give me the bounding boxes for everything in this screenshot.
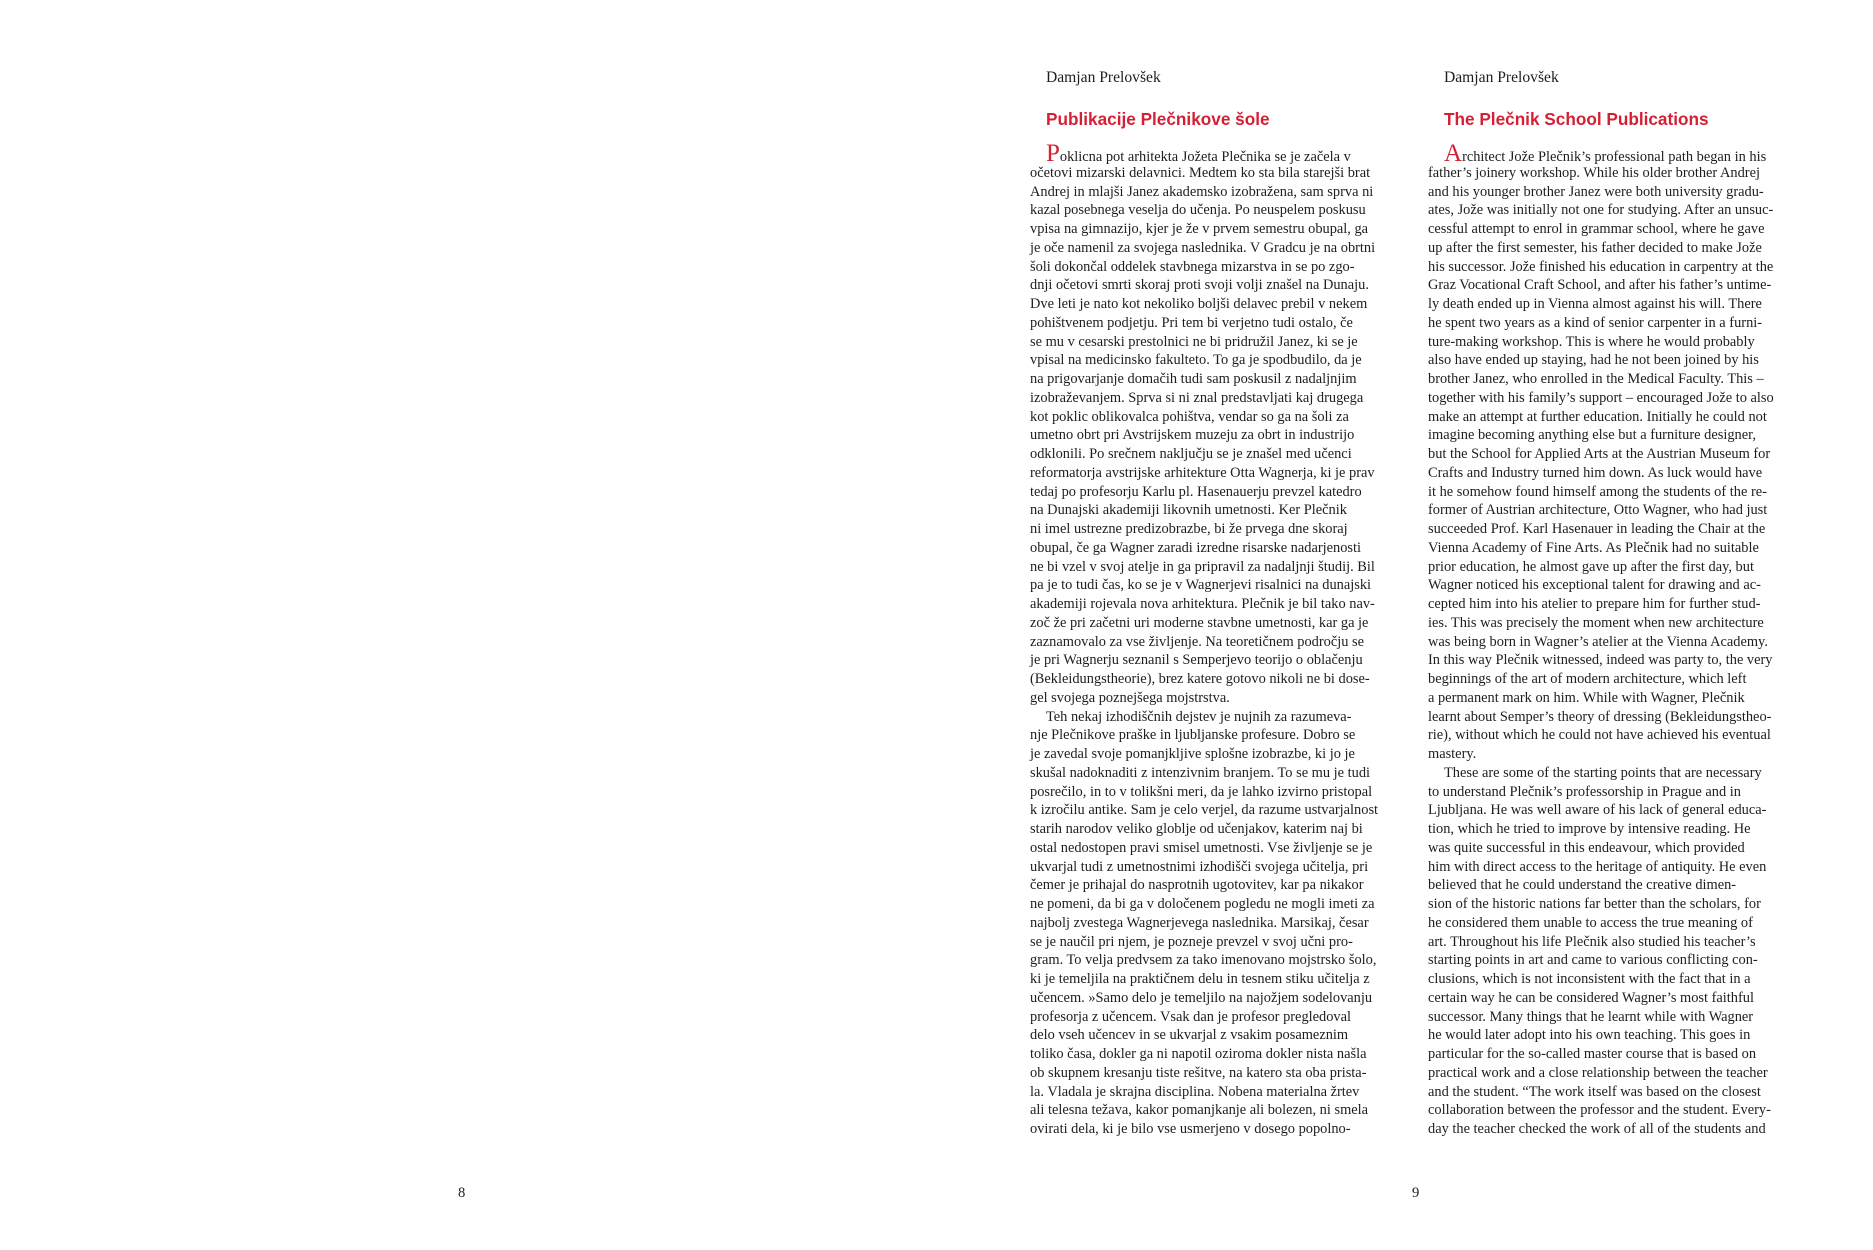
text-line: se mu v cesarski prestolnici ne bi pridružil Janez, ki se je [1030,333,1358,350]
text-line: rie), without which he could not have achieved his eventual [1428,727,1771,744]
text-line: Graz Vocational Craft School, and after his father’s untime- [1428,277,1772,294]
text-line: mastery. [1428,746,1477,762]
text-line: posrečilo, in to v tolikšni meri, da je lahko izvirno pristopal [1030,783,1373,800]
text-line: but the School for Applied Arts at the Austrian Museum for [1428,446,1771,462]
text-line: sion of the historic nations far better than the scholars, for [1428,896,1761,912]
text-line: kazal posebnega veselja do učenja. Po neuspelem poskusu [1030,202,1366,219]
text-line: se je naučil pri njem, je pozneje prevzel v svoj učni pro- [1030,933,1353,950]
text-line: Teh nekaj izhodiščnih dejstev je nujnih za razumeva- [1046,708,1352,725]
text-line: Poklicna pot arhitekta Jožeta Plečnika se je začela v [1046,140,1351,167]
text-line: pohištvenem podjetju. Pri tem bi verjetno tudi ostalo, če [1030,314,1353,331]
text-line: was being born in Wagner’s atelier at the Vienna Academy. [1428,633,1768,650]
text-line: tion, which he tried to improve by intensive reading. He [1428,821,1751,837]
text-line: former of Austrian architecture, Otto Wagner, who had just [1428,502,1768,519]
text-line: akademiji rojevala nova arhitektura. Plečnik je bil tako nav- [1030,596,1375,612]
text-line: he considered them unable to access the true meaning of [1428,914,1753,931]
text-line: up after the first semester, his father decided to make Jože [1428,239,1762,256]
text-line: je pri Wagnerju seznanil s Semperjevo teorijo o oblačenju [1030,652,1363,669]
text-line: was quite successful in this endeavour, which provided [1428,839,1745,856]
text-line: ali telesna težava, kakor pomanjkanje ali bolezen, ni smela [1030,1102,1369,1119]
text-line: collaboration between the professor and the student. Every- [1428,1102,1771,1119]
text-line: (Bekleidungstheorie), brez katere gotovo nikoli ne bi dose- [1030,671,1370,687]
text-line: and his younger brother Janez were both university gradu- [1428,183,1764,200]
text-line: dnji očetovi smrti skoraj proti svoji volji znašel na Dunaju. [1030,277,1369,294]
text-line: These are some of the starting points that are necessary [1444,764,1762,781]
text-line: la. Vladala je skrajna disciplina. Nobena materialna žrtev [1030,1083,1360,1100]
author-name: Damjan Prelovšek [1046,69,1161,86]
text-line: day the teacher checked the work of all of the students and [1428,1121,1766,1137]
drop-cap: A [1444,140,1463,167]
text-line: kot poklic oblikovalca pohištva, vendar so ga na šoli za [1030,408,1349,425]
text-line: k izročilu antike. Sam je celo verjel, da razume ustvarjalnost [1030,802,1379,819]
page-number-left: 8 [458,1185,466,1201]
text-line: ukvarjal tudi z umetnostnimi izhodišči svojega učitelja, pri [1030,858,1369,875]
text-line: očetovi mizarski delavnici. Medtem ko sta bila starejši brat [1030,164,1371,181]
slovene-column [1030,68,1414,1139]
text-line: practical work and a close relationship between the teacher [1428,1064,1768,1081]
text-line: učencem. »Samo delo je temeljilo na najožjem sodelovanju [1030,989,1373,1006]
text-line: tedaj po profesorju Karlu pl. Hasenauerju prevzel katedro [1030,483,1362,500]
english-column [1428,68,1812,1139]
text-line: to understand Plečnik’s professorship in Prague and in [1428,783,1741,800]
text-line: beginnings of the art of modern architecture, which left [1428,671,1747,687]
text-line: and the student. “The work itself was based on the closest [1428,1083,1761,1100]
page-number-right: 9 [1412,1185,1420,1201]
text-line: pa je to tudi čas, ko se je v Wagnerjevi risalnici na dunajski [1030,577,1372,594]
text-line: imagine becoming anything else but a furniture designer, [1428,427,1756,444]
author-name: Damjan Prelovšek [1444,69,1559,86]
text-line: believed that he could understand the creative dimen- [1428,877,1737,894]
text-line: izobraževanjem. Sprva si ni znal predstavljati kaj drugega [1030,389,1364,406]
text-line: he spent two years as a kind of senior carpenter in a furni- [1428,314,1763,331]
text-line: prior education, he almost gave up after the first day, but [1428,558,1754,575]
text-line: also have ended up staying, had he not been joined by his [1428,352,1759,369]
text-line: ovirati dela, ki je bilo vse usmerjeno v dosego popolno- [1030,1121,1351,1137]
text-line: father’s joinery workshop. While his older brother Andrej [1428,164,1760,181]
text-line: ly death ended up in Vienna almost against his will. There [1428,296,1762,312]
text-line: Wagner noticed his exceptional talent for drawing and ac- [1428,577,1761,594]
text-line: Ljubljana. He was well aware of his lack of general educa- [1428,802,1767,819]
text-line: delo vseh učencev in se ukvarjal z vsakim posameznim [1030,1027,1349,1044]
text-line: In this way Plečnik witnessed, indeed was party to, the very [1428,652,1773,669]
text-line: a permanent mark on him. While with Wagner, Plečnik [1428,689,1745,706]
text-line: ki je temeljila na praktičnem delu in tesnem stiku učitelja z [1030,971,1370,987]
text-line: toliko časa, dokler ga ni napotil oziroma dokler nista našla [1030,1046,1367,1062]
text-line: cepted him into his atelier to prepare him for further stud- [1428,596,1761,612]
text-line: ni imel ustrezne predizobrazbe, bi že prvega dne skoraj [1030,521,1348,537]
text-line: together with his family’s support – encouraged Jože to also [1428,389,1774,406]
text-line: ne pomeni, da bi ga v določenem pogledu ne mogli imeti za [1030,896,1375,912]
article-title: Publikacije Plečnikove šole [1046,109,1270,129]
text-line: skušal nadoknaditi z intenzivnim branjem. To se mu je tudi [1030,764,1371,781]
article-body [1428,140,1812,1139]
text-line: clusions, which is not inconsistent with the fact that in a [1428,971,1751,987]
text-line: he would later adopt into his own teaching. This goes in [1428,1027,1751,1044]
text-line: najbolj zvestega Wagnerjevega naslednika. Marsikaj, česar [1030,914,1369,931]
text-line: je zavedal svoje pomanjkljive splošne izobrazbe, ki jo je [1030,746,1355,762]
text-line: ostal nedostopen pravi smisel umetnosti. Vse življenje se je [1030,839,1373,856]
text-line: Dve leti je nato kot nekoliko boljši delavec prebil v nekem [1030,296,1368,312]
text-line: cessful attempt to enrol in grammar school, where he gave [1428,221,1765,237]
text-line: je oče namenil za svojega naslednika. V Gradcu je na obrtni [1030,239,1376,256]
text-line: ture-making workshop. This is where he would probably [1428,333,1755,350]
text-line: certain way he can be considered Wagner’s most faithful [1428,989,1754,1006]
text-line: reformatorja avstrijske arhitekture Otta Wagnerja, ki je prav [1030,464,1375,481]
text-line: Crafts and Industry turned him down. As luck would have [1428,464,1763,481]
text-line: art. Throughout his life Plečnik also studied his teacher’s [1428,933,1756,950]
text-line: starih narodov veliko globlje od učenjakov, katerim naj bi [1030,821,1363,837]
text-line: vpisa na gimnazijo, kjer je že v prvem semestru obupal, ga [1030,221,1369,237]
text-line: zoč že pri začetni uri moderne stavbne umetnosti, kar ga je [1030,614,1369,631]
text-line: learnt about Semper’s theory of dressing (Bekleidungstheo- [1428,708,1772,725]
text-line: odklonili. Po srečnem naključju se je znašel med učenci [1030,446,1352,462]
text-line: Andrej in mlajši Janez akademsko izobražena, sam sprva ni [1030,183,1374,200]
text-line: zaznamovalo za vse življenje. Na teoretičnem področju se [1030,633,1365,650]
text-line: obupal, če ga Wagner zaradi izredne risarske nadarjenosti [1030,539,1362,556]
text-line: it he somehow found himself among the students of the re- [1428,483,1767,500]
text-line: his successor. Jože finished his education in carpentry at the [1428,258,1774,275]
text-line: gel svojega poznejšega mojstrstva. [1030,689,1230,706]
text-line: čemer je prihajal do nasprotnih ugotovitev, kar pa nikakor [1030,877,1364,894]
text-line: ne bi vzel v svoj atelje in ga pripravil za nadaljnji študij. Bil [1030,558,1375,575]
text-line: make an attempt at further education. Initially he could not [1428,408,1767,425]
text-line: na Dunajski akademiji likovnih umetnosti. Ker Plečnik [1030,502,1347,519]
drop-cap: P [1046,140,1060,167]
text-line: gram. To velja predvsem za tako imenovano mojstrsko šolo, [1030,952,1377,969]
text-line: šoli dokončal oddelek stavbnega mizarstva in se po zgo- [1030,258,1355,275]
text-line: successor. Many things that he learnt while with Wagner [1428,1008,1754,1025]
text-line: ob skupnem kresanju tiste rešitve, na katero sta oba prista- [1030,1064,1367,1081]
text-line: starting points in art and came to various conflicting con- [1428,952,1758,969]
text-line: ies. This was precisely the moment when new architecture [1428,614,1764,631]
text-line: particular for the so-called master course that is based on [1428,1046,1757,1062]
article-body [1030,140,1414,1139]
text-line: ates, Jože was initially not one for studying. After an unsuc- [1428,202,1774,219]
text-line: Vienna Academy of Fine Arts. As Plečnik had no suitable [1428,539,1759,556]
text-line: him with direct access to the heritage of antiquity. He even [1428,858,1767,875]
text-line: umetno obrt pri Avstrijskem muzeju za obrt in industrijo [1030,427,1355,444]
text-line: brother Janez, who enrolled in the Medical Faculty. This – [1428,371,1764,387]
text-line: succeeded Prof. Karl Hasenauer in leading the Chair at the [1428,521,1766,537]
text-line: Architect Jože Plečnik’s professional path began in his [1444,140,1767,167]
text-line: vpisal na medicinsko fakulteto. To ga je spodbudilo, da je [1030,352,1362,369]
article-title: The Plečnik School Publications [1444,109,1709,129]
text-line: na prigovarjanje domačih tudi sam poskusil z nadaljnjim [1030,371,1357,387]
text-line: nje Plečnikove praške in ljubljanske profesure. Dobro se [1030,727,1356,744]
text-line: profesorja z učencem. Vsak dan je profesor pregledoval [1030,1008,1351,1025]
